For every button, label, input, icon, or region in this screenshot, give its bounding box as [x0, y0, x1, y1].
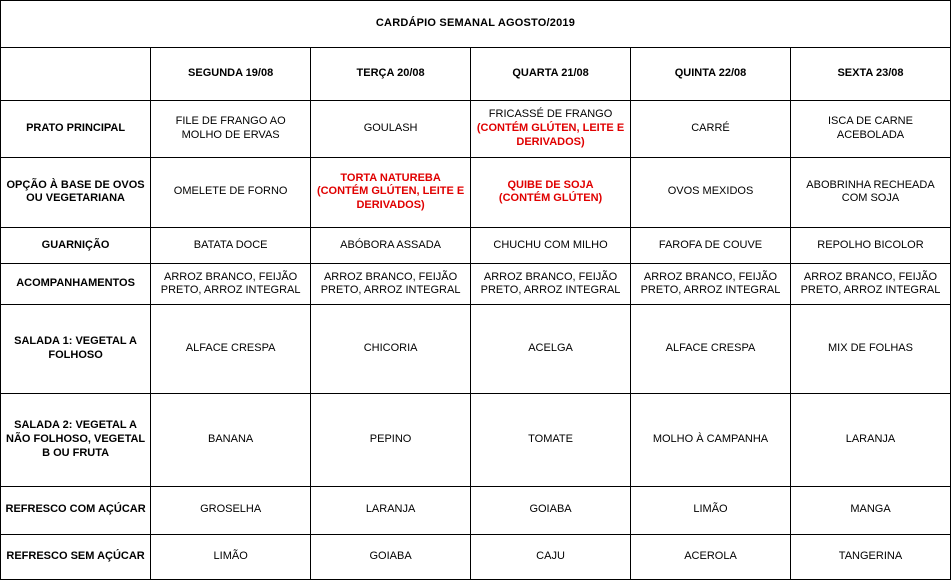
menu-item-text: MIX DE FOLHAS — [828, 342, 913, 355]
menu-cell — [790, 264, 950, 305]
menu-item-text: GOIABA — [369, 549, 412, 562]
table-row — [1, 393, 951, 486]
menu-item-text: ALFACE CRESPA — [185, 342, 276, 355]
day-header-thursday: QUINTA 22/08 — [631, 47, 791, 100]
menu-item-text: CHICORIA — [363, 342, 418, 355]
menu-item-text: MANGA — [850, 503, 891, 516]
table-row — [1, 486, 951, 534]
allergen-note: (CONTÉM GLÚTEN, LEITE E DERIVADOS) — [476, 121, 625, 148]
menu-item-text: GOIABA — [529, 503, 572, 516]
menu-item-text: REPOLHO BICOLOR — [817, 238, 924, 251]
menu-item-text: CARRÉ — [691, 121, 730, 134]
menu-cell — [151, 100, 311, 157]
menu-item-text: FAROFA DE COUVE — [658, 238, 763, 251]
row-label: OPÇÃO À BASE DE OVOS OU VEGETARIANA — [1, 157, 151, 227]
menu-cell — [151, 393, 311, 486]
menu-cell — [311, 486, 471, 534]
menu-item-text: GOULASH — [363, 121, 418, 134]
day-header-wednesday: QUARTA 21/08 — [471, 47, 631, 100]
header-row — [1, 47, 951, 100]
table-row — [1, 305, 951, 394]
menu-cell — [471, 486, 631, 534]
menu-cell — [471, 228, 631, 264]
menu-cell — [790, 100, 950, 157]
menu-item-text: ARROZ BRANCO, FEIJÃO PRETO, ARROZ INTEGRAL — [640, 270, 781, 297]
menu-cell — [790, 305, 950, 394]
menu-item-text: QUIBE DE SOJA — [507, 178, 594, 191]
menu-item-text: CAJU — [536, 549, 565, 562]
menu-cell — [311, 264, 471, 305]
menu-cell — [471, 157, 631, 227]
menu-cell — [631, 157, 791, 227]
menu-cell — [631, 100, 791, 157]
menu-item-text: ACEROLA — [684, 549, 737, 562]
menu-cell — [151, 228, 311, 264]
menu-cell — [311, 534, 471, 579]
menu-item-text: FILE DE FRANGO AO MOLHO DE ERVAS — [175, 115, 286, 141]
menu-cell — [311, 393, 471, 486]
menu-cell — [471, 264, 631, 305]
menu-cell — [631, 486, 791, 534]
row-label: GUARNIÇÃO — [1, 228, 151, 264]
row-label: PRATO PRINCIPAL — [1, 100, 151, 157]
menu-cell — [631, 534, 791, 579]
allergen-note: (CONTÉM GLÚTEN, LEITE E DERIVADOS) — [316, 185, 465, 212]
menu-cell — [790, 393, 950, 486]
menu-item-text: LARANJA — [365, 503, 416, 516]
menu-item-text: OVOS MEXIDOS — [667, 185, 754, 198]
table-row — [1, 157, 951, 227]
menu-cell — [471, 534, 631, 579]
menu-cell — [471, 393, 631, 486]
menu-item-text: ARROZ BRANCO, FEIJÃO PRETO, ARROZ INTEGRAL — [320, 270, 461, 297]
menu-cell — [471, 100, 631, 157]
menu-table-body — [1, 1, 951, 580]
menu-cell — [151, 157, 311, 227]
row-label: SALADA 1: VEGETAL A FOLHOSO — [1, 305, 151, 394]
day-header-friday: SEXTA 23/08 — [790, 47, 950, 100]
menu-cell — [151, 264, 311, 305]
row-label: REFRESCO SEM AÇÚCAR — [1, 534, 151, 579]
row-label: SALADA 2: VEGETAL A NÃO FOLHOSO, VEGETAL B OU FRUTA — [1, 393, 151, 486]
menu-item-text: ISCA DE CARNE ACEBOLADA — [828, 115, 913, 141]
title-row — [1, 1, 951, 48]
menu-cell — [471, 305, 631, 394]
menu-item-text: MOLHO À CAMPANHA — [652, 432, 769, 445]
menu-cell — [790, 486, 950, 534]
menu-item-text: ACELGA — [528, 342, 573, 355]
menu-item-text: ARROZ BRANCO, FEIJÃO PRETO, ARROZ INTEGRAL — [800, 270, 941, 297]
menu-cell — [631, 305, 791, 394]
allergen-note: (CONTÉM GLÚTEN) — [498, 192, 603, 205]
menu-item-text: LARANJA — [845, 432, 896, 445]
day-header-tuesday: TERÇA 20/08 — [311, 47, 471, 100]
menu-item-text: ABÓBORA ASSADA — [340, 238, 442, 251]
row-label: ACOMPANHAMENTOS — [1, 264, 151, 305]
table-row — [1, 228, 951, 264]
menu-item-text: PEPINO — [369, 432, 412, 445]
table-corner-cell — [1, 47, 151, 100]
menu-cell — [631, 264, 791, 305]
menu-item-text: ABOBRINHA RECHEADA COM SOJA — [806, 178, 935, 205]
menu-cell — [151, 305, 311, 394]
table-row — [1, 534, 951, 579]
menu-item-text: LIMÃO — [693, 503, 728, 516]
menu-item-text: BANANA — [208, 432, 254, 445]
table-row — [1, 264, 951, 305]
menu-item-text: GROSELHA — [200, 503, 262, 516]
menu-item-text: ARROZ BRANCO, FEIJÃO PRETO, ARROZ INTEGRAL — [160, 270, 301, 297]
menu-cell — [311, 100, 471, 157]
menu-item-text: CHUCHU COM MILHO — [493, 238, 608, 251]
menu-cell — [311, 157, 471, 227]
menu-item-text: TORTA NATUREBA — [340, 171, 441, 184]
menu-item-text: ARROZ BRANCO, FEIJÃO PRETO, ARROZ INTEGRAL — [480, 270, 621, 297]
menu-cell — [790, 534, 950, 579]
menu-cell — [151, 486, 311, 534]
menu-item-text: ALFACE CRESPA — [665, 342, 756, 355]
menu-cell — [790, 228, 950, 264]
row-label: REFRESCO COM AÇÚCAR — [1, 486, 151, 534]
page-title: CARDÁPIO SEMANAL AGOSTO/2019 — [1, 1, 951, 48]
menu-cell — [631, 393, 791, 486]
menu-cell — [151, 534, 311, 579]
menu-item-text: BATATA DOCE — [193, 238, 268, 251]
menu-cell — [631, 228, 791, 264]
menu-item-text: TANGERINA — [838, 549, 903, 562]
menu-item-text: OMELETE DE FORNO — [173, 185, 288, 198]
menu-cell — [311, 228, 471, 264]
table-row — [1, 100, 951, 157]
menu-item-text: LIMÃO — [213, 549, 248, 562]
menu-item-text: TOMATE — [528, 432, 573, 445]
menu-cell — [311, 305, 471, 394]
day-header-monday: SEGUNDA 19/08 — [151, 47, 311, 100]
menu-item-text: FRICASSÉ DE FRANGO — [488, 108, 613, 121]
menu-cell — [790, 157, 950, 227]
